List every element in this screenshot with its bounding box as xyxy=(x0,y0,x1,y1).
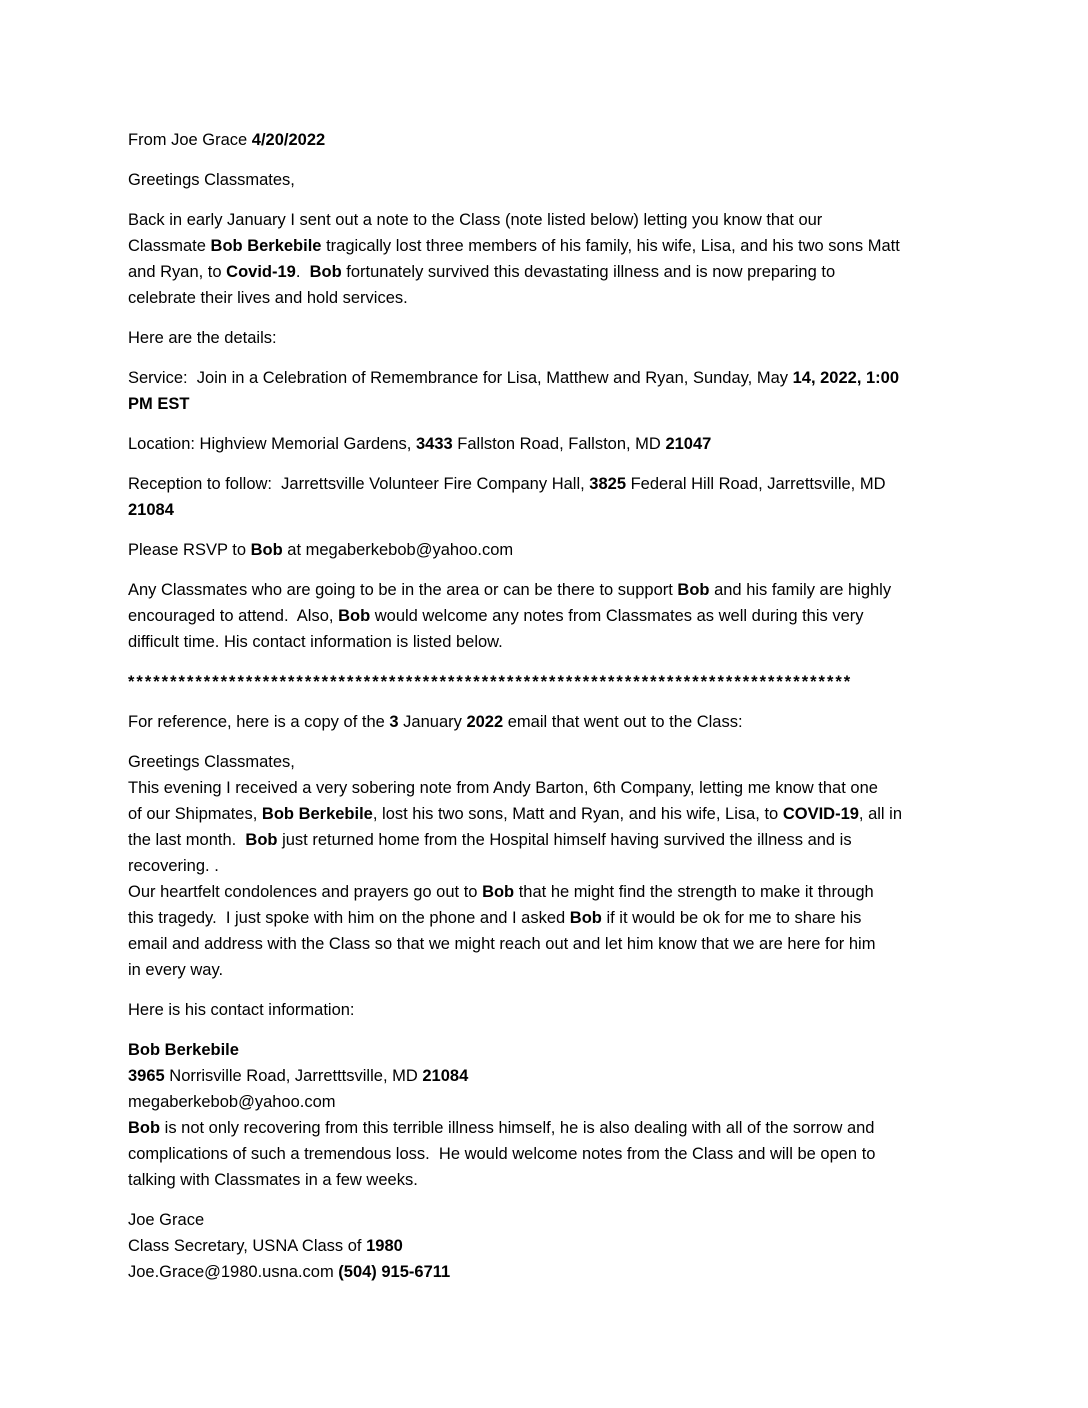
bold-text-segment: Bob Berkebile xyxy=(128,1041,239,1059)
text-line xyxy=(128,709,978,735)
bold-text-segment: 14, 2022, 1:00 xyxy=(792,369,900,387)
bold-text-segment: 3965 xyxy=(128,1067,165,1085)
text-segment: Classmate xyxy=(128,237,211,255)
text-segment: this tragedy. I just spoke with him on the phone and I asked xyxy=(128,909,570,927)
bold-text-segment: (504) 915-6711 xyxy=(338,1263,451,1281)
text-segment: tragically lost three members of his family, his wife, Lisa, and his two sons Matt xyxy=(321,237,900,255)
text-segment: recovering. . xyxy=(128,857,219,875)
bold-text-segment: Bob xyxy=(338,607,371,625)
text-segment: . xyxy=(295,263,310,281)
bold-text-segment: Bob xyxy=(250,541,283,559)
text-segment: difficult time. His contact information is listed below. xyxy=(128,633,503,651)
text-segment: Greetings Classmates, xyxy=(128,171,295,189)
attend-paragraph xyxy=(128,577,978,655)
bold-text-segment: Bob xyxy=(569,909,602,927)
text-segment: Any Classmates who are going to be in the area or can be there to support xyxy=(128,581,678,599)
bold-text-segment: 4/20/2022 xyxy=(251,131,326,149)
text-segment: Fallston Road, Fallston, MD xyxy=(452,435,666,453)
text-line xyxy=(128,1115,978,1141)
text-segment: and his family are highly xyxy=(709,581,892,599)
text-line xyxy=(128,497,978,523)
greeting xyxy=(128,167,978,193)
text-line xyxy=(128,207,978,233)
contact-block xyxy=(128,1037,978,1193)
bold-text-segment: 21084 xyxy=(422,1067,469,1085)
details-heading xyxy=(128,325,978,351)
text-line xyxy=(128,1141,978,1167)
bold-text-segment: Bob xyxy=(128,1119,161,1137)
text-segment: Here are the details: xyxy=(128,329,277,347)
text-segment: talking with Classmates in a few weeks. xyxy=(128,1171,418,1189)
text-segment: Please RSVP to xyxy=(128,541,251,559)
text-segment: would welcome any notes from Classmates as well during this very xyxy=(370,607,864,625)
text-line xyxy=(128,127,978,153)
text-segment: if it would be ok for me to share his xyxy=(601,909,862,927)
text-segment: , lost his two sons, Matt and Ryan, and his wife, Lisa, to xyxy=(372,805,783,823)
text-line xyxy=(128,749,978,775)
bold-text-segment: 3433 xyxy=(415,435,453,453)
text-segment: Reception to follow: Jarrettsville Volunteer Fire Company Hall, xyxy=(128,475,590,493)
text-segment: the last month. xyxy=(128,831,246,849)
contact-heading xyxy=(128,997,978,1023)
text-line xyxy=(128,827,978,853)
text-segment: Joe.Grace@1980.usna.com xyxy=(128,1263,339,1281)
rsvp-line xyxy=(128,537,978,563)
bold-text-segment: ************************************************************************************** xyxy=(128,673,853,691)
text-line xyxy=(128,629,978,655)
text-segment: Our heartfelt condolences and prayers go out to xyxy=(128,883,483,901)
text-segment: at megaberkebob@yahoo.com xyxy=(282,541,514,559)
service-line xyxy=(128,365,978,417)
text-line xyxy=(128,1259,978,1285)
text-segment: From Joe Grace xyxy=(128,131,252,149)
signature-block xyxy=(128,1207,978,1285)
text-segment: just returned home from the Hospital himself having survived the illness and is xyxy=(277,831,852,849)
asterisk-divider xyxy=(128,669,978,695)
text-segment: email and address with the Class so that we might reach out and let him know that we are here for him xyxy=(128,935,876,953)
text-segment: in every way. xyxy=(128,961,224,979)
text-segment: Service: Join in a Celebration of Remembrance for Lisa, Matthew and Ryan, Sunday, May xyxy=(128,369,793,387)
text-line xyxy=(128,391,978,417)
text-line xyxy=(128,471,978,497)
text-line xyxy=(128,905,978,931)
bold-text-segment: 3 xyxy=(389,713,399,731)
text-segment: Back in early January I sent out a note to the Class (note listed below) letting you know that our xyxy=(128,211,823,229)
location-line xyxy=(128,431,978,457)
bold-text-segment: Bob xyxy=(482,883,515,901)
text-segment: email that went out to the Class: xyxy=(503,713,743,731)
text-line xyxy=(128,1063,978,1089)
document-body xyxy=(128,127,978,1285)
bold-text-segment: PM EST xyxy=(128,395,190,413)
bold-text-segment: Bob Berkebile xyxy=(210,237,322,255)
intro-paragraph xyxy=(128,207,978,311)
text-line xyxy=(128,577,978,603)
text-line xyxy=(128,233,978,259)
text-line xyxy=(128,1037,978,1063)
bold-text-segment: 1980 xyxy=(366,1237,403,1255)
reception-line xyxy=(128,471,978,523)
bold-text-segment: 2022 xyxy=(466,713,504,731)
text-line xyxy=(128,801,978,827)
january-email-paragraph xyxy=(128,749,978,983)
text-line xyxy=(128,1167,978,1193)
text-line xyxy=(128,1207,978,1233)
text-line xyxy=(128,957,978,983)
text-line xyxy=(128,775,978,801)
text-segment: fortunately survived this devastating illness and is now preparing to xyxy=(341,263,836,281)
text-segment: Norrisville Road, Jarretttsville, MD xyxy=(164,1067,423,1085)
bold-text-segment: 21047 xyxy=(665,435,712,453)
text-segment: complications of such a tremendous loss. He would welcome notes from the Class and will be open to xyxy=(128,1145,876,1163)
text-segment: Here is his contact information: xyxy=(128,1001,355,1019)
bold-text-segment: COVID-19 xyxy=(782,805,859,823)
text-line xyxy=(128,853,978,879)
text-line xyxy=(128,1233,978,1259)
text-line xyxy=(128,669,978,695)
text-segment: January xyxy=(398,713,467,731)
bold-text-segment: 3825 xyxy=(589,475,627,493)
bold-text-segment: 21084 xyxy=(128,501,174,519)
text-segment: Joe Grace xyxy=(128,1211,205,1229)
text-segment: Class Secretary, USNA Class of xyxy=(128,1237,367,1255)
text-segment: Federal Hill Road, Jarrettsville, MD xyxy=(626,475,886,493)
bold-text-segment: Bob xyxy=(309,263,342,281)
text-line xyxy=(128,259,978,285)
text-line xyxy=(128,1089,978,1115)
text-line xyxy=(128,603,978,629)
text-segment: that he might find the strength to make it through xyxy=(514,883,874,901)
text-segment: For reference, here is a copy of the xyxy=(128,713,390,731)
text-segment: megaberkebob@yahoo.com xyxy=(128,1093,336,1111)
text-segment: Greetings Classmates, xyxy=(128,753,295,771)
text-segment: This evening I received a very sobering note from Andy Barton, 6th Company, letting me know that one xyxy=(128,779,878,797)
text-line xyxy=(128,365,978,391)
text-line xyxy=(128,997,978,1023)
bold-text-segment: Bob xyxy=(245,831,278,849)
bold-text-segment: Bob xyxy=(677,581,710,599)
reference-line xyxy=(128,709,978,735)
from-line xyxy=(128,127,978,153)
text-line xyxy=(128,537,978,563)
text-segment: of our Shipmates, xyxy=(128,805,262,823)
text-line xyxy=(128,931,978,957)
text-line xyxy=(128,325,978,351)
text-segment: encouraged to attend. Also, xyxy=(128,607,339,625)
text-line xyxy=(128,285,978,311)
text-segment: celebrate their lives and hold services. xyxy=(128,289,408,307)
text-line xyxy=(128,879,978,905)
bold-text-segment: Bob Berkebile xyxy=(261,805,373,823)
text-line xyxy=(128,431,978,457)
text-segment: is not only recovering from this terrible illness himself, he is also dealing with all of the sorrow and xyxy=(160,1119,875,1137)
text-segment: and Ryan, to xyxy=(128,263,227,281)
text-segment: , all in xyxy=(858,805,903,823)
text-segment: Location: Highview Memorial Gardens, xyxy=(128,435,416,453)
bold-text-segment: Covid-19 xyxy=(226,263,296,281)
text-line xyxy=(128,167,978,193)
